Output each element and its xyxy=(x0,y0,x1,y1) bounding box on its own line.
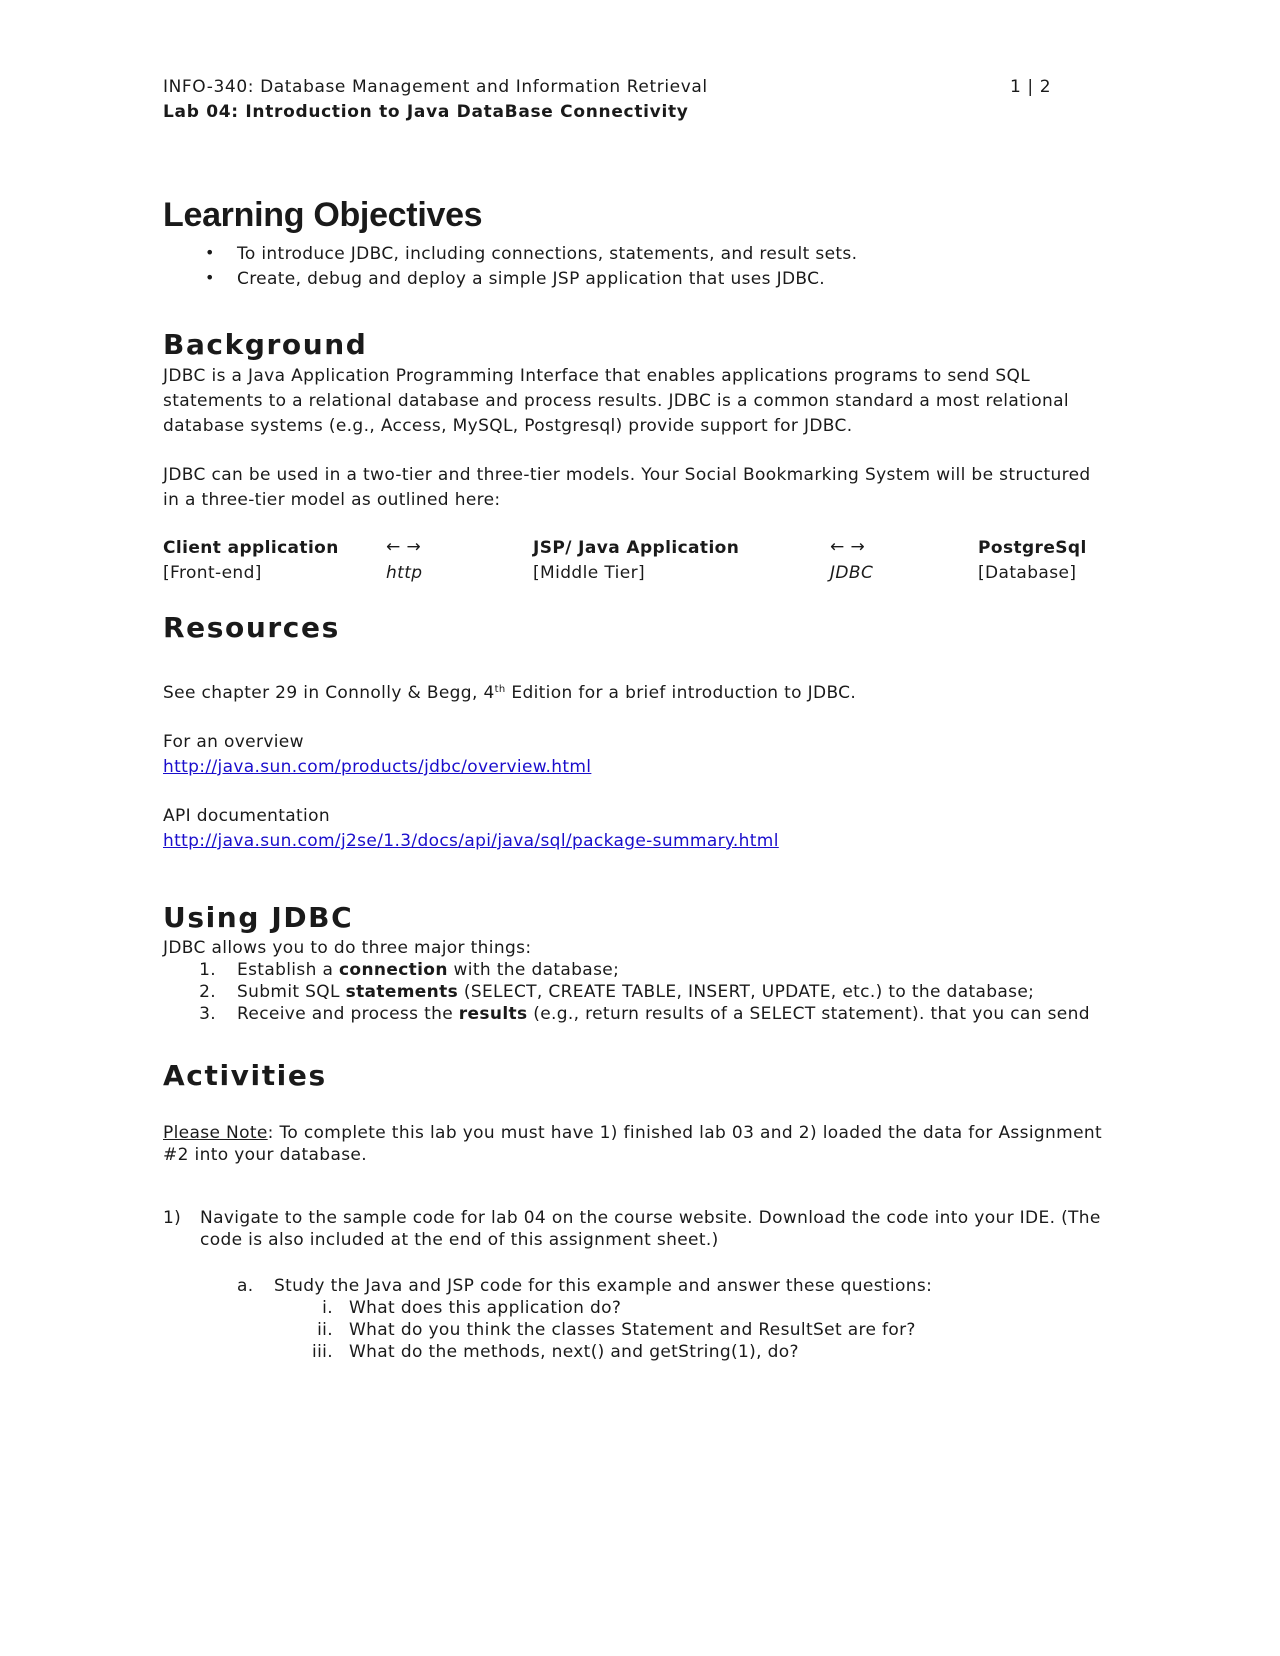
step-1-continuation: code is also included at the end of this assignment sheet.) xyxy=(200,1230,719,1250)
list-item-text: (SELECT, CREATE TABLE, INSERT, UPDATE, etc.) to the database; xyxy=(458,982,1035,1002)
list-item-text: Receive and process the xyxy=(237,1004,459,1024)
learning-objectives-heading: Learning Objectives xyxy=(163,196,483,234)
question-number: ii. xyxy=(317,1320,333,1340)
course-title: INFO-340: Database Management and Information Retrieval xyxy=(163,77,708,97)
paragraph-line: database systems (e.g., Access, MySQL, Postgresql) provide support for JDBC. xyxy=(163,416,853,436)
bidirectional-arrow-icon: ← → xyxy=(830,537,866,557)
list-number: 3. xyxy=(199,1004,216,1024)
list-item-emphasis: results xyxy=(458,1004,528,1024)
objective-item: To introduce JDBC, including connections, statements, and result sets. xyxy=(237,244,858,264)
please-note-label: Please Note xyxy=(163,1123,268,1143)
tier-middle-sub: [Middle Tier] xyxy=(533,563,646,583)
question-text: What does this application do? xyxy=(349,1298,622,1318)
using-jdbc-heading: Using JDBC xyxy=(163,901,354,934)
resources-heading: Resources xyxy=(163,611,340,644)
paragraph-line: JDBC is a Java Application Programming Interface that enables applications programs to send SQL xyxy=(163,366,1031,386)
list-item-text: (e.g., return results of a SELECT statement). that you can send xyxy=(527,1004,1090,1024)
bullet-icon: • xyxy=(205,268,215,287)
chapter-reference-text: See chapter 29 in Connolly & Begg, 4 xyxy=(163,683,495,703)
please-note xyxy=(163,1122,1102,1144)
question-number: iii. xyxy=(312,1342,333,1362)
list-item-text: Submit SQL xyxy=(237,982,346,1002)
tier-protocol-http: http xyxy=(386,563,423,583)
background-paragraph-1 xyxy=(163,364,1069,439)
objective-item: Create, debug and deploy a simple JSP application that uses JDBC. xyxy=(237,269,826,289)
bidirectional-arrow-icon: ← → xyxy=(386,537,422,557)
lab-title: Lab 04: Introduction to Java DataBase Connectivity xyxy=(163,102,689,122)
activities-heading: Activities xyxy=(163,1059,327,1092)
api-documentation-link[interactable]: http://java.sun.com/j2se/1.3/docs/api/java/sql/package-summary.html xyxy=(163,831,779,851)
list-item-text: with the database; xyxy=(447,960,620,980)
list-item xyxy=(237,1003,1090,1025)
paragraph-line: in a three-tier model as outlined here: xyxy=(163,490,501,510)
tier-client-sub: [Front-end] xyxy=(163,563,262,583)
list-number: 1. xyxy=(199,960,216,980)
question-number: i. xyxy=(322,1298,333,1318)
paragraph-line: JDBC can be used in a two-tier and three-tier models. Your Social Bookmarking System will be structured xyxy=(163,465,1091,485)
using-jdbc-intro: JDBC allows you to do three major things: xyxy=(163,938,532,958)
page-number: 1 | 2 xyxy=(1010,77,1052,97)
list-item-text: Establish a xyxy=(237,960,339,980)
please-note-text: : To complete this lab you must have 1) finished lab 03 and 2) loaded the data for Assignment xyxy=(267,1123,1103,1143)
overview-label: For an overview xyxy=(163,732,304,752)
api-documentation-label: API documentation xyxy=(163,806,331,826)
list-number: 2. xyxy=(199,982,216,1002)
paragraph-line: statements to a relational database and process results. JDBC is a common standard a most relational xyxy=(163,391,1069,411)
question-text: What do the methods, next() and getString(1), do? xyxy=(349,1342,799,1362)
chapter-reference-text: Edition for a brief introduction to JDBC. xyxy=(505,683,857,703)
tier-middle: JSP/ Java Application xyxy=(533,538,740,558)
tier-database: PostgreSql xyxy=(978,538,1087,558)
list-item-emphasis: connection xyxy=(338,960,448,980)
list-item xyxy=(237,981,1034,1003)
step-1-text: Navigate to the sample code for lab 04 on the course website. Download the code into your IDE. (The xyxy=(200,1208,1101,1228)
step-number: 1) xyxy=(163,1208,182,1228)
tier-database-sub: [Database] xyxy=(978,563,1077,583)
tier-client: Client application xyxy=(163,538,339,558)
sub-step-a-text: Study the Java and JSP code for this example and answer these questions: xyxy=(274,1276,933,1296)
superscript-th: th xyxy=(494,684,506,695)
chapter-reference xyxy=(163,681,856,706)
tier-protocol-jdbc: JDBC xyxy=(830,563,874,583)
background-heading: Background xyxy=(163,328,368,361)
bullet-icon: • xyxy=(205,243,215,262)
background-paragraph-2 xyxy=(163,463,1091,513)
list-item-emphasis: statements xyxy=(345,982,459,1002)
please-note-continuation: #2 into your database. xyxy=(163,1145,367,1165)
list-item xyxy=(237,959,619,981)
sub-step-letter: a. xyxy=(237,1276,254,1296)
overview-link[interactable]: http://java.sun.com/products/jdbc/overview.html xyxy=(163,757,592,777)
question-text: What do you think the classes Statement and ResultSet are for? xyxy=(349,1320,916,1340)
